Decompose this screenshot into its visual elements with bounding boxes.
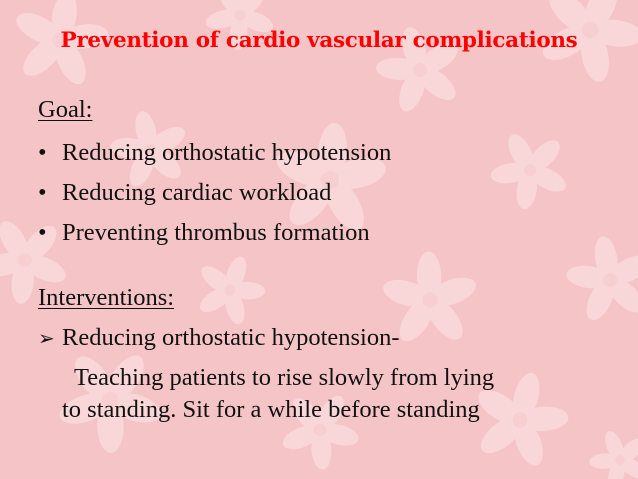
goal-item-text: Preventing thrombus formation bbox=[62, 219, 370, 246]
goal-item bbox=[38, 179, 331, 207]
intervention-item-text: Reducing orthostatic hypotension- bbox=[62, 324, 400, 351]
arrow-bullet-icon: ➢ bbox=[38, 326, 55, 350]
bullet-icon: • bbox=[38, 139, 47, 166]
goal-item-text: Reducing orthostatic hypotension bbox=[62, 139, 392, 166]
bullet-icon: • bbox=[38, 179, 47, 206]
goal-item bbox=[38, 219, 370, 247]
goal-item-text: Reducing cardiac workload bbox=[62, 179, 332, 206]
goal-item bbox=[38, 139, 391, 167]
intervention-detail-line: to standing. Sit for a while before standing bbox=[62, 396, 480, 423]
intervention-detail-line: Teaching patients to rise slowly from lying bbox=[74, 364, 495, 391]
intervention-item bbox=[38, 324, 400, 352]
goal-heading: Goal: bbox=[38, 96, 93, 123]
bullet-icon: • bbox=[38, 219, 47, 246]
interventions-heading: Interventions: bbox=[38, 284, 175, 311]
slide-title: Prevention of cardio vascular complications bbox=[60, 28, 578, 53]
